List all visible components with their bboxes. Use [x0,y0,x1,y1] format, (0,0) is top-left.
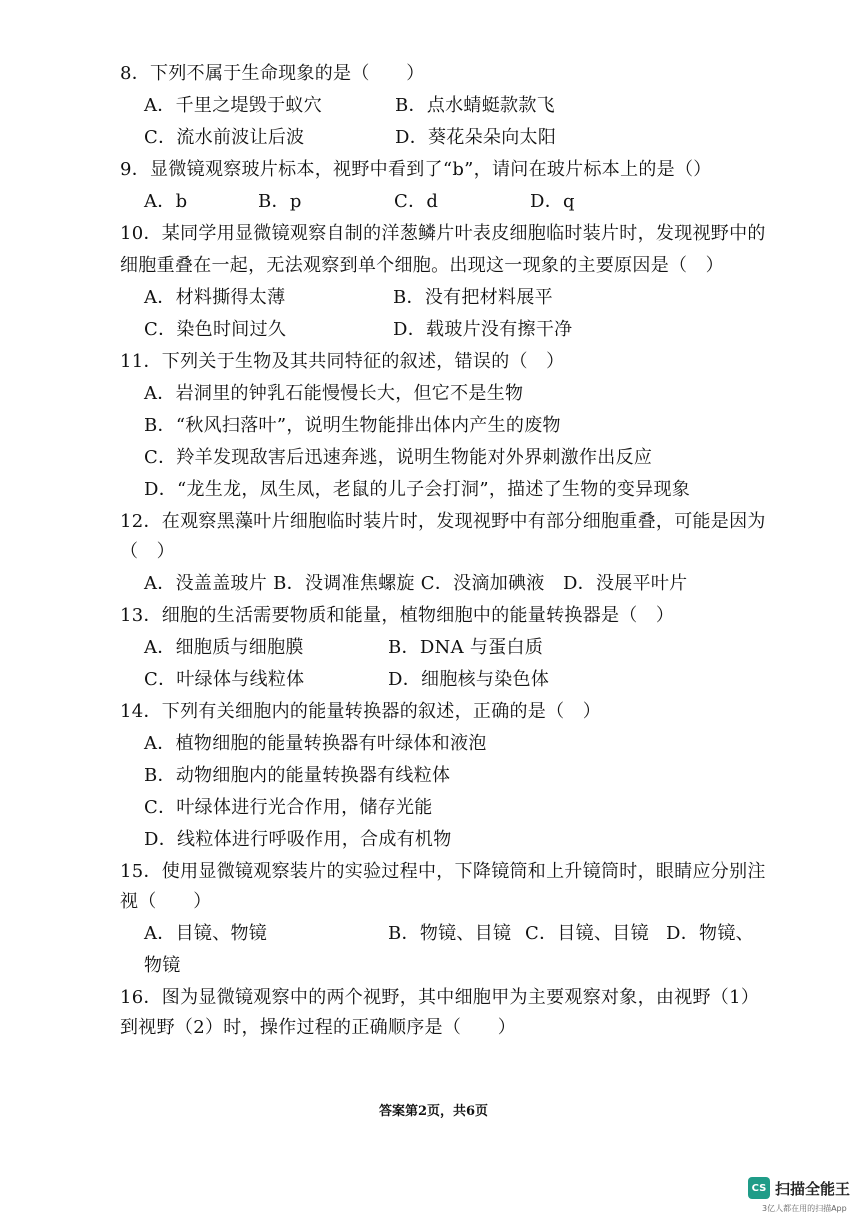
question-9-option-a: A．b [144,191,188,212]
question-14-option-b: B．动物细胞内的能量转换器有线粒体 [144,765,451,786]
question-13-option-d: D．细胞核与染色体 [388,669,550,690]
question-12-options: A．没盖盖玻片 B．没调准焦螺旋 C．没滴加碘液 D．没展平叶片 [144,573,688,594]
question-16-stem-cont: 到视野（2）时，操作过程的正确顺序是（ ） [120,1017,517,1038]
question-11-option-c: C．羚羊发现敌害后迅速奔逃，说明生物能对外界刺激作出反应 [144,447,653,468]
question-8-option-d: D．葵花朵朵向太阳 [395,127,557,148]
question-13-option-a: A．细胞质与细胞膜 [144,637,304,658]
question-15-stem: 15．使用显微镜观察装片的实验过程中，下降镜筒和上升镜筒时，眼睛应分别注 [120,861,766,882]
question-15-option-d-cont: 物镜 [144,955,181,976]
question-9-option-d: D．q [530,191,575,212]
question-14-stem: 14．下列有关细胞内的能量转换器的叙述，正确的是（ ） [120,701,602,722]
question-8-stem: 8．下列不属于生命现象的是（ ） [120,63,425,84]
question-10-stem-cont: 细胞重叠在一起，无法观察到单个细胞。出现这一现象的主要原因是（ ） [120,255,724,276]
page-footer: 答案第2页，共6页 [378,1104,489,1119]
question-10-option-a: A．材料撕得太薄 [144,287,286,308]
question-8-option-a: A．千里之堤毁于蚁穴 [144,95,322,116]
question-10-option-d: D．载玻片没有擦干净 [393,319,573,340]
question-11-option-d: D．“龙生龙，凤生凤，老鼠的儿子会打洞”，描述了生物的变异现象 [144,479,691,500]
question-15-option-c: C．目镜、目镜 [525,923,649,944]
scanner-watermark-subtitle: 3亿人都在用的扫描App [762,1204,847,1213]
question-11-option-a: A．岩洞里的钟乳石能慢慢长大，但它不是生物 [144,383,524,404]
question-16-stem: 16．图为显微镜观察中的两个视野，其中细胞甲为主要观察对象，由视野（1） [120,987,760,1008]
question-9-option-c: C．d [394,191,439,212]
question-13-option-b: B．DNA 与蛋白质 [388,637,544,658]
question-10-option-c: C．染色时间过久 [144,319,287,340]
question-15-stem-cont: 视（ ） [120,891,212,912]
question-13-stem: 13．细胞的生活需要物质和能量，植物细胞中的能量转换器是（ ） [120,605,675,626]
question-15-option-a: A．目镜、物镜 [144,923,268,944]
question-14-option-a: A．植物细胞的能量转换器有叶绿体和液泡 [144,733,487,754]
question-14-option-c: C．叶绿体进行光合作用，储存光能 [144,797,433,818]
scanner-logo-icon: CS [748,1177,770,1199]
question-11-option-b: B．“秋风扫落叶”，说明生物能排出体内产生的废物 [144,415,561,436]
question-11-stem: 11．下列关于生物及其共同特征的叙述，错误的（ ） [120,351,565,372]
question-13-option-c: C．叶绿体与线粒体 [144,669,305,690]
question-12-stem: 12．在观察黑藻叶片细胞临时装片时，发现视野中有部分细胞重叠，可能是因为 [120,511,766,532]
question-9-stem: 9．显微镜观察玻片标本，视野中看到了“b”，请问在玻片标本上的是（） [120,159,712,180]
scanner-watermark-title: 扫描全能王 [775,1180,851,1198]
question-10-option-b: B．没有把材料展平 [393,287,553,308]
question-9-option-b: B．p [258,191,302,212]
question-15-option-d: D．物镜、 [666,923,754,944]
question-10-stem: 10．某同学用显微镜观察自制的洋葱鳞片叶表皮细胞临时装片时，发现视野中的 [120,223,766,244]
question-14-option-d: D．线粒体进行呼吸作用，合成有机物 [144,829,452,850]
question-8-option-b: B．点水蜻蜓款款飞 [395,95,555,116]
question-12-stem-cont: （ ） [120,541,175,562]
question-15-option-b: B．物镜、目镜 [388,923,512,944]
question-8-option-c: C．流水前波让后波 [144,127,305,148]
